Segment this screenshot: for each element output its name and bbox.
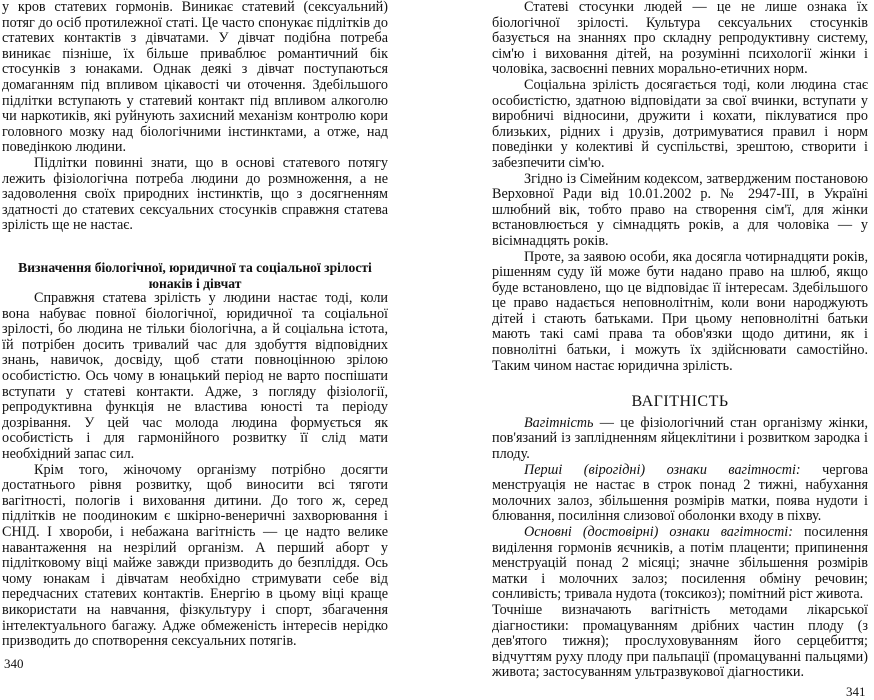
page-number-left: 340	[4, 656, 24, 671]
main-signs-text: посилення виділення гормонів яєчників, а потім плаценти; припинення менструацій понад 2 місяці; значне збільшення розмірів матки і молочних залоз; посилення обміну речовин; сонливість; тривала нудота (токсикоз); помітний ріст живота.	[492, 524, 868, 603]
section-title-pregnancy: ВАГІТНІСТЬ	[631, 393, 729, 411]
left-paragraph-2: Підлітки повинні знати, що в основі статевого потягу лежить фізіологічна потреба людини до розмноження, а не задоволення своїх природних інстинктів, що з досягненням здатності до статевих сексуальних стосунків справжня статева зрілість ще не настає.	[2, 154, 388, 234]
term-first-signs: Перші (вірогідні) ознаки вагітності:	[524, 461, 801, 478]
main-signs-paragraph	[492, 525, 868, 603]
left-paragraph-4: Крім того, жіночому організму потрібно досягти достатнього рівня розвитку, щоб виносити всі тяготи вагітності, пологів і виховання дитини. До того ж, серед підлітків не поодиноким є шкірно-венеричні захворювання і СНІД. І хвороби, і небажана вагітність — це надто велике навантаження на незрілий організм. А перший аборт у підлітковому віці майже завжди призводить до безпліддя. Ось чому юнакам і дівчатам необхідно стримувати себе від передчасних статевих контактів. Енергію в цьому віці краще використати на навчання, фізкультуру і спорт, збагачення інтелектуального багажу. Адже обмеженість інтересів нерідко призводить до спотворення сексуальних потягів.	[2, 461, 388, 650]
right-paragraph-2: Соціальна зрілість досягається тоді, коли людина стає особистістю, здатною відповідати за свої вчинки, вступати у виробничі відносини, дружити і кохати, піклуватися про близьких, рідних і друзів, дотримуватися правил і норм поведінки у колективі й суспільстві, зрештою, створити і забезпечити сім'ю.	[492, 76, 868, 171]
first-signs-paragraph	[492, 463, 868, 525]
term-pregnancy: Вагітність	[524, 414, 594, 431]
section-heading-maturity: Визначення біологічної, юридичної та соціальної зрілості юнаків і дівчат	[18, 259, 372, 291]
left-paragraph-3: Справжня статева зрілість у людини настає тоді, коли вона набуває повної біологічної, юридичної та соціальної зрілості, бо людина не тільки біологічна, а й соціальна істота, їй потрібен досить тривалий час для здобуття відповідних знань, навичок, досвіду, щоб стати повноцінною зрілою особистістю. Ось чому в юнацький період не варто поспішати вступати у статеві контакти. Адже, з погляду фізіології, репродуктивна функція не властива юності та періоду дозрівання. У цей час молода людина формується як особистість і для гармонійного розвитку її слід мати необхідний запас сил.	[2, 290, 388, 463]
right-paragraph-4: Проте, за заявою особи, яка досягла чотирнадцяти років, рішенням суду їй може бути надано право на шлюб, якщо буде встановлено, що це відповідає її інтересам. Здебільшого це право надається неповнолітнім, коли вони народжують дітей і стають батьками. При цьому неповнолітні батьки мають такі самі права та обов'язки щодо дитини, як і повнолітні батьки, і можуть їх здійснювати самостійно. Таким чином настає юридична зрілість.	[492, 248, 868, 374]
right-page	[492, 0, 868, 681]
diagnostics-paragraph: Точніше визначають вагітність методами лікарської діагностики: промацуванням дрібних частин плоду (з дев'ятого тижня); прослуховуванням його серцебиття; відчуттям руху плоду при пальпації (промацуванні пальцями) живота; застосуванням ультразвукової діагностики.	[492, 601, 868, 681]
pregnancy-definition	[492, 416, 868, 463]
right-paragraph-3: Згідно із Сімейним кодексом, затвердженим постановою Верховної Ради від 10.01.2002 р. № 2947-ІІІ, в Україні шлюбний вік, тобто право на створення сім'ї, для жінки встановлюється у сімнадцять років, а для чоловіка — у вісімнадцять років.	[492, 170, 868, 249]
definition-text: — це фізіологічний стан організму жінки, пов'язаний із заплідненням яйцеклітини і розвитком зародка і плоду.	[492, 414, 868, 463]
first-signs-text: чергова менструація не настає в строк понад 2 тижні, набухання молочних залоз, збільшення розмірів матки, поява нудоти і блювання, посиління слизової оболонки входу в піхву.	[492, 461, 868, 525]
term-main-signs: Основні (достовірні) ознаки вагітності:	[524, 524, 793, 540]
right-paragraph-1: Статеві стосунки людей — це не лише ознака їх біологічної зрілості. Культура сексуальних стосунків базується на знаннях про складну репродуктивну систему, сім'ю і виховання дітей, на розумінні психології жінки і чоловіка, засвоєнні певних морально-етичних норм.	[492, 0, 868, 78]
page-number-right: 341	[846, 684, 866, 699]
left-page	[2, 0, 388, 650]
left-paragraph-1: у кров статевих гормонів. Виникає статевий (сексуальний) потяг до осіб протилежної статі. Це часто спонукає підлітків до статевих контактів з дівчатами. У дівчат подібна потреба виникає пізніше, їх більше приваблює романтичний бік стосунків з юнаками. Однак деякі з дівчат поступаються домаганням під впливом цікавості чи оточення. Здебільшого підлітки вступають у статевий контакт під впливом алкоголю чи наркотиків, які руйнують захисний механізм контролю кори головного мозку над біологічними інстинктами, а отже, над поведінкою людини.	[2, 0, 388, 156]
